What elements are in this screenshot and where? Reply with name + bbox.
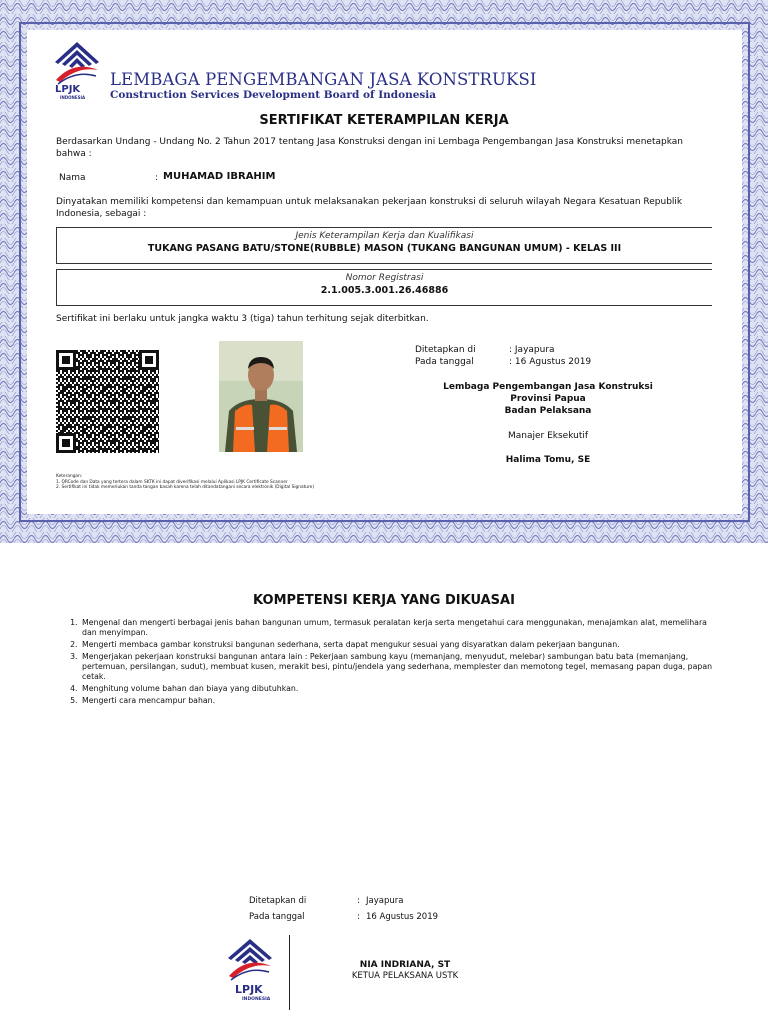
issued2-date-value: 16 Agustus 2019 [366,912,439,922]
holder-photo [219,341,303,452]
issuer-org-block [418,381,678,417]
list-item: 1. Mengenal dan mengerti berbagai jenis bahan bangunan umum, termasuk peralatan kerja serta mengetahui cara menggunakan, menajamkan alat, memelihara dan menyimpan. [80,618,720,638]
issued2-signer: NIA INDRIANA, ST [359,960,451,970]
org-name: LEMBAGA PENGEMBANGAN JASA KONSTRUKSI [110,70,537,89]
note-item-2: 2. Sertifikat ini tidak memerlukan tanda tangan basah karena telah ditandatangani secara elektronik (Digital Signature) [56,485,315,491]
issuer-org-line2: Provinsi Papua [510,394,586,404]
qr-code-icon [56,350,159,453]
issued2-date-sep: : [357,912,360,922]
logo-abbr: LPJK [55,84,81,95]
competencies-title: KOMPETENSI KERJA YANG DIKUASAI [253,593,515,608]
certificate-title: SERTIFIKAT KETERAMPILAN KERJA [259,113,509,128]
issuer-signer: Halima Tomu, SE [505,455,591,465]
logo-abbr-bottom: LPJK [235,983,263,996]
issuer-position: Manajer Eksekutif [507,431,589,441]
name-label: Nama [59,173,86,183]
notes-title: Keterangan: [56,474,83,479]
org-subtitle: Construction Services Development Board of Indonesia [110,89,437,101]
validity-text: Sertifikat ini berlaku untuk jangka waktu 3 (tiga) tahun terhitung sejak diterbitkan. [56,314,429,324]
registration-number: 2.1.005.3.001.26.46886 [320,285,449,296]
declaration-text: Dinyatakan memiliki kompetensi dan kemampuan untuk melaksanakan pekerjaan konstruksi di seluruh wilayah Negara Kesatuan Republik Indonesia, sebagai : [56,197,683,219]
name-separator: : [155,173,159,183]
list-item: 4. Menghitung volume bahan dan biaya yang dibutuhkan. [80,684,720,694]
issuer-org-line3: Badan Pelaksana [504,406,592,416]
issued-date-label: Pada tanggal [415,357,474,367]
issued2-place-label: Ditetapkan di [249,896,307,906]
issued2-position: KETUA PELAKSANA USTK [351,971,459,981]
issuer-org-line1: Lembaga Pengembangan Jasa Konstruksi [443,382,653,392]
list-item: 2. Mengerti membaca gambar konstruksi bangunan sederhana, serta dapat mengukur sesuai yang disyaratkan dalam pekerjaan bangunan. [80,640,720,650]
list-item: 3. Mengerjakan pekerjaan konstruksi bangunan antara lain : Pekerjaan sambung kayu (memanjang, menyudut, melebar) sambungan batu bata (memanjang, pertemuan, persilangan, sudut), membuat kusen, merakit besi, pintu/jendela yang sederhana, memplester dan memotong tegel, memasang papan duga, papan cetak. [80,652,720,682]
notes [56,474,314,491]
issued2-place-sep: : [357,896,360,906]
logo-country: INDONESIA [60,95,86,100]
list-item: 5. Mengerti cara mencampur bahan. [80,696,720,706]
issued2-place-value: Jayapura [366,896,404,906]
registration-box [56,269,712,306]
issued-date-value: : 16 Agustus 2019 [509,357,592,367]
registration-label: Nomor Registrasi [345,273,424,283]
issued-place-label: Ditetapkan di [415,345,476,355]
holder-name: MUHAMAD IBRAHIM [163,171,276,182]
note-item-1: 1. QRCode dan Data yang tertera dalam SKTK ini dapat diverifikasi melalui Aplikasi LPJK Certificate Scanner [56,479,288,485]
logo-country-bottom: INDONESIA [242,997,271,1002]
qualification-value: TUKANG PASANG BATU/STONE(RUBBLE) MASON (TUKANG BANGUNAN UMUM) - KELAS III [147,243,622,254]
intro-text: Berdasarkan Undang - Undang No. 2 Tahun 2017 tentang Jasa Konstruksi dengan ini Lembaga Pengembangan Jasa Konstruksi menetapkan bahwa : [56,137,683,159]
competency-list [64,618,720,708]
issued-place-value: : Jayapura [509,345,555,355]
issued2-date-label: Pada tanggal [249,912,305,922]
divider [289,935,290,1010]
qualification-box [56,227,712,264]
qualification-label: Jenis Keterampilan Kerja dan Kualifikasi [295,231,474,241]
